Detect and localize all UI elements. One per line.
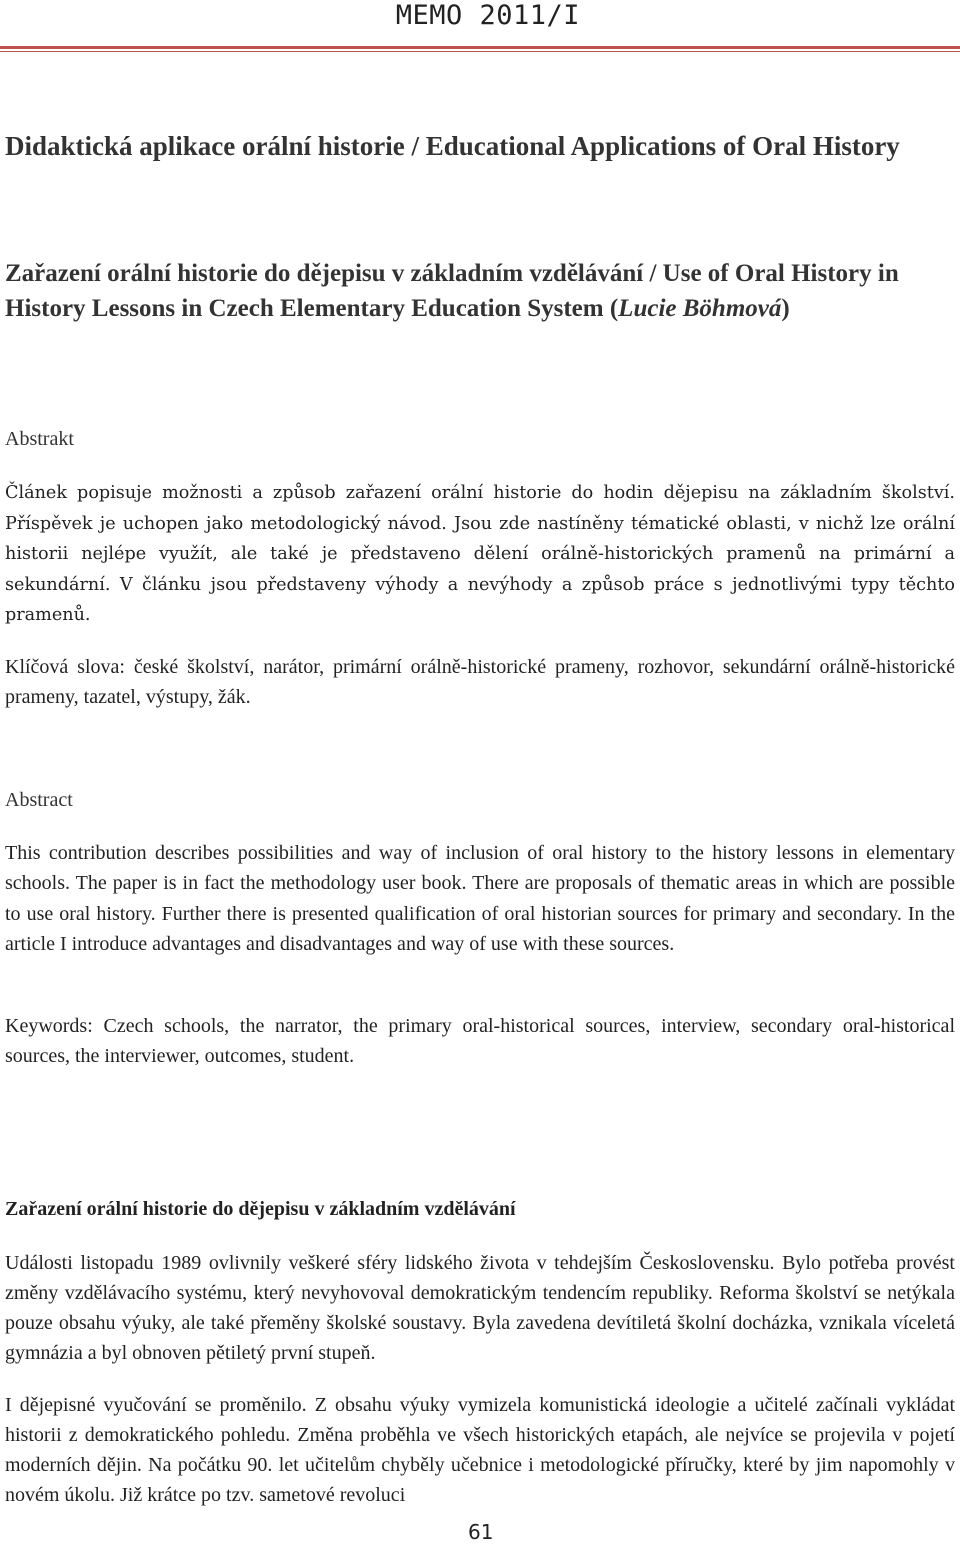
section-paragraph: I dějepisné vyučování se proměnilo. Z obsahu výuky vymizela komunistická ideologie a učitelé začínali vykládat historii z demokratického pohledu. Změna proběhla ve všech historických etapách, ale nejvíce se projevila v pojetí moderních dějin. Na počátku 90. let učitelům chyběly učebnice i metodologické příručky, které by jim napomohly v novém úkolu. Již krátce po tzv. sametové revoluci xyxy=(5,1394,955,1506)
abstrakt-keywords: Klíčová slova: české školství, narátor, primární orálně-historické prameny, rozhovor, sekundární orálně-historické prameny, tazatel, výstupy, žák. xyxy=(5,656,955,709)
abstract-body: This contribution describes possibilities and way of inclusion of oral history to the history lessons in elementary schools. The paper is in fact the methodology user book. There are proposals of thematic areas in which are possible to use oral history. Further there is presented qualification of oral historian sources for primary and secondary. In the article I introduce advantages and disadvantages and way of use with these sources. xyxy=(5,842,955,956)
subtitle-close: ) xyxy=(781,295,790,322)
page-number: 61 xyxy=(468,1520,494,1544)
abstract-keywords: Keywords: Czech schools, the narrator, the primary oral-historical sources, interview, secondary oral-historical sources, the interviewer, outcomes, student. xyxy=(5,1015,955,1068)
section-heading: Zařazení orální historie do dějepisu v základním vzdělávání xyxy=(5,1198,516,1220)
article-title: Didaktická aplikace orální historie / Educational Applications of Oral History xyxy=(5,131,900,161)
subtitle-text: Zařazení orální historie do dějepisu v základním vzdělávání / Use of Oral History in History Lessons in Czech Elementary Education System ( xyxy=(5,260,899,322)
header-rule-thick xyxy=(0,46,960,49)
abstract-label: Abstract xyxy=(5,789,73,811)
running-title: MEMO 2011/I xyxy=(395,0,580,31)
header-rule-thin xyxy=(0,51,960,52)
article-subtitle xyxy=(5,256,955,326)
section-paragraph: Události listopadu 1989 ovlivnily veškeré sféry lidského života v tehdejším Československu. Bylo potřeba provést změny vzdělávacího systému, který nevyhovoval demokratickým tendencím republiky. Reforma školství se netýkala pouze obsahu výuky, ale také přeměny školské soustavy. Byla zavedena devítiletá školní docházka, vznikala víceletá gymnázia a byl obnoven pětiletý první stupeň. xyxy=(5,1252,955,1364)
author-name: Lucie Böhmová xyxy=(618,295,782,322)
abstrakt-body: Článek popisuje možnosti a způsob zařazení orální historie do hodin dějepisu na základním školství. Příspěvek je uchopen jako metodologický návod. Jsou zde nastíněny tématické oblasti, v nichž lze orální historii nejlépe využít, ale také je představeno dělení orálně-historických pramenů na primární a sekundární. V článku jsou představeny výhody a nevýhody a způsob práce s jednotlivými typy těchto pramenů. xyxy=(5,483,955,626)
abstrakt-label: Abstrakt xyxy=(5,428,74,450)
